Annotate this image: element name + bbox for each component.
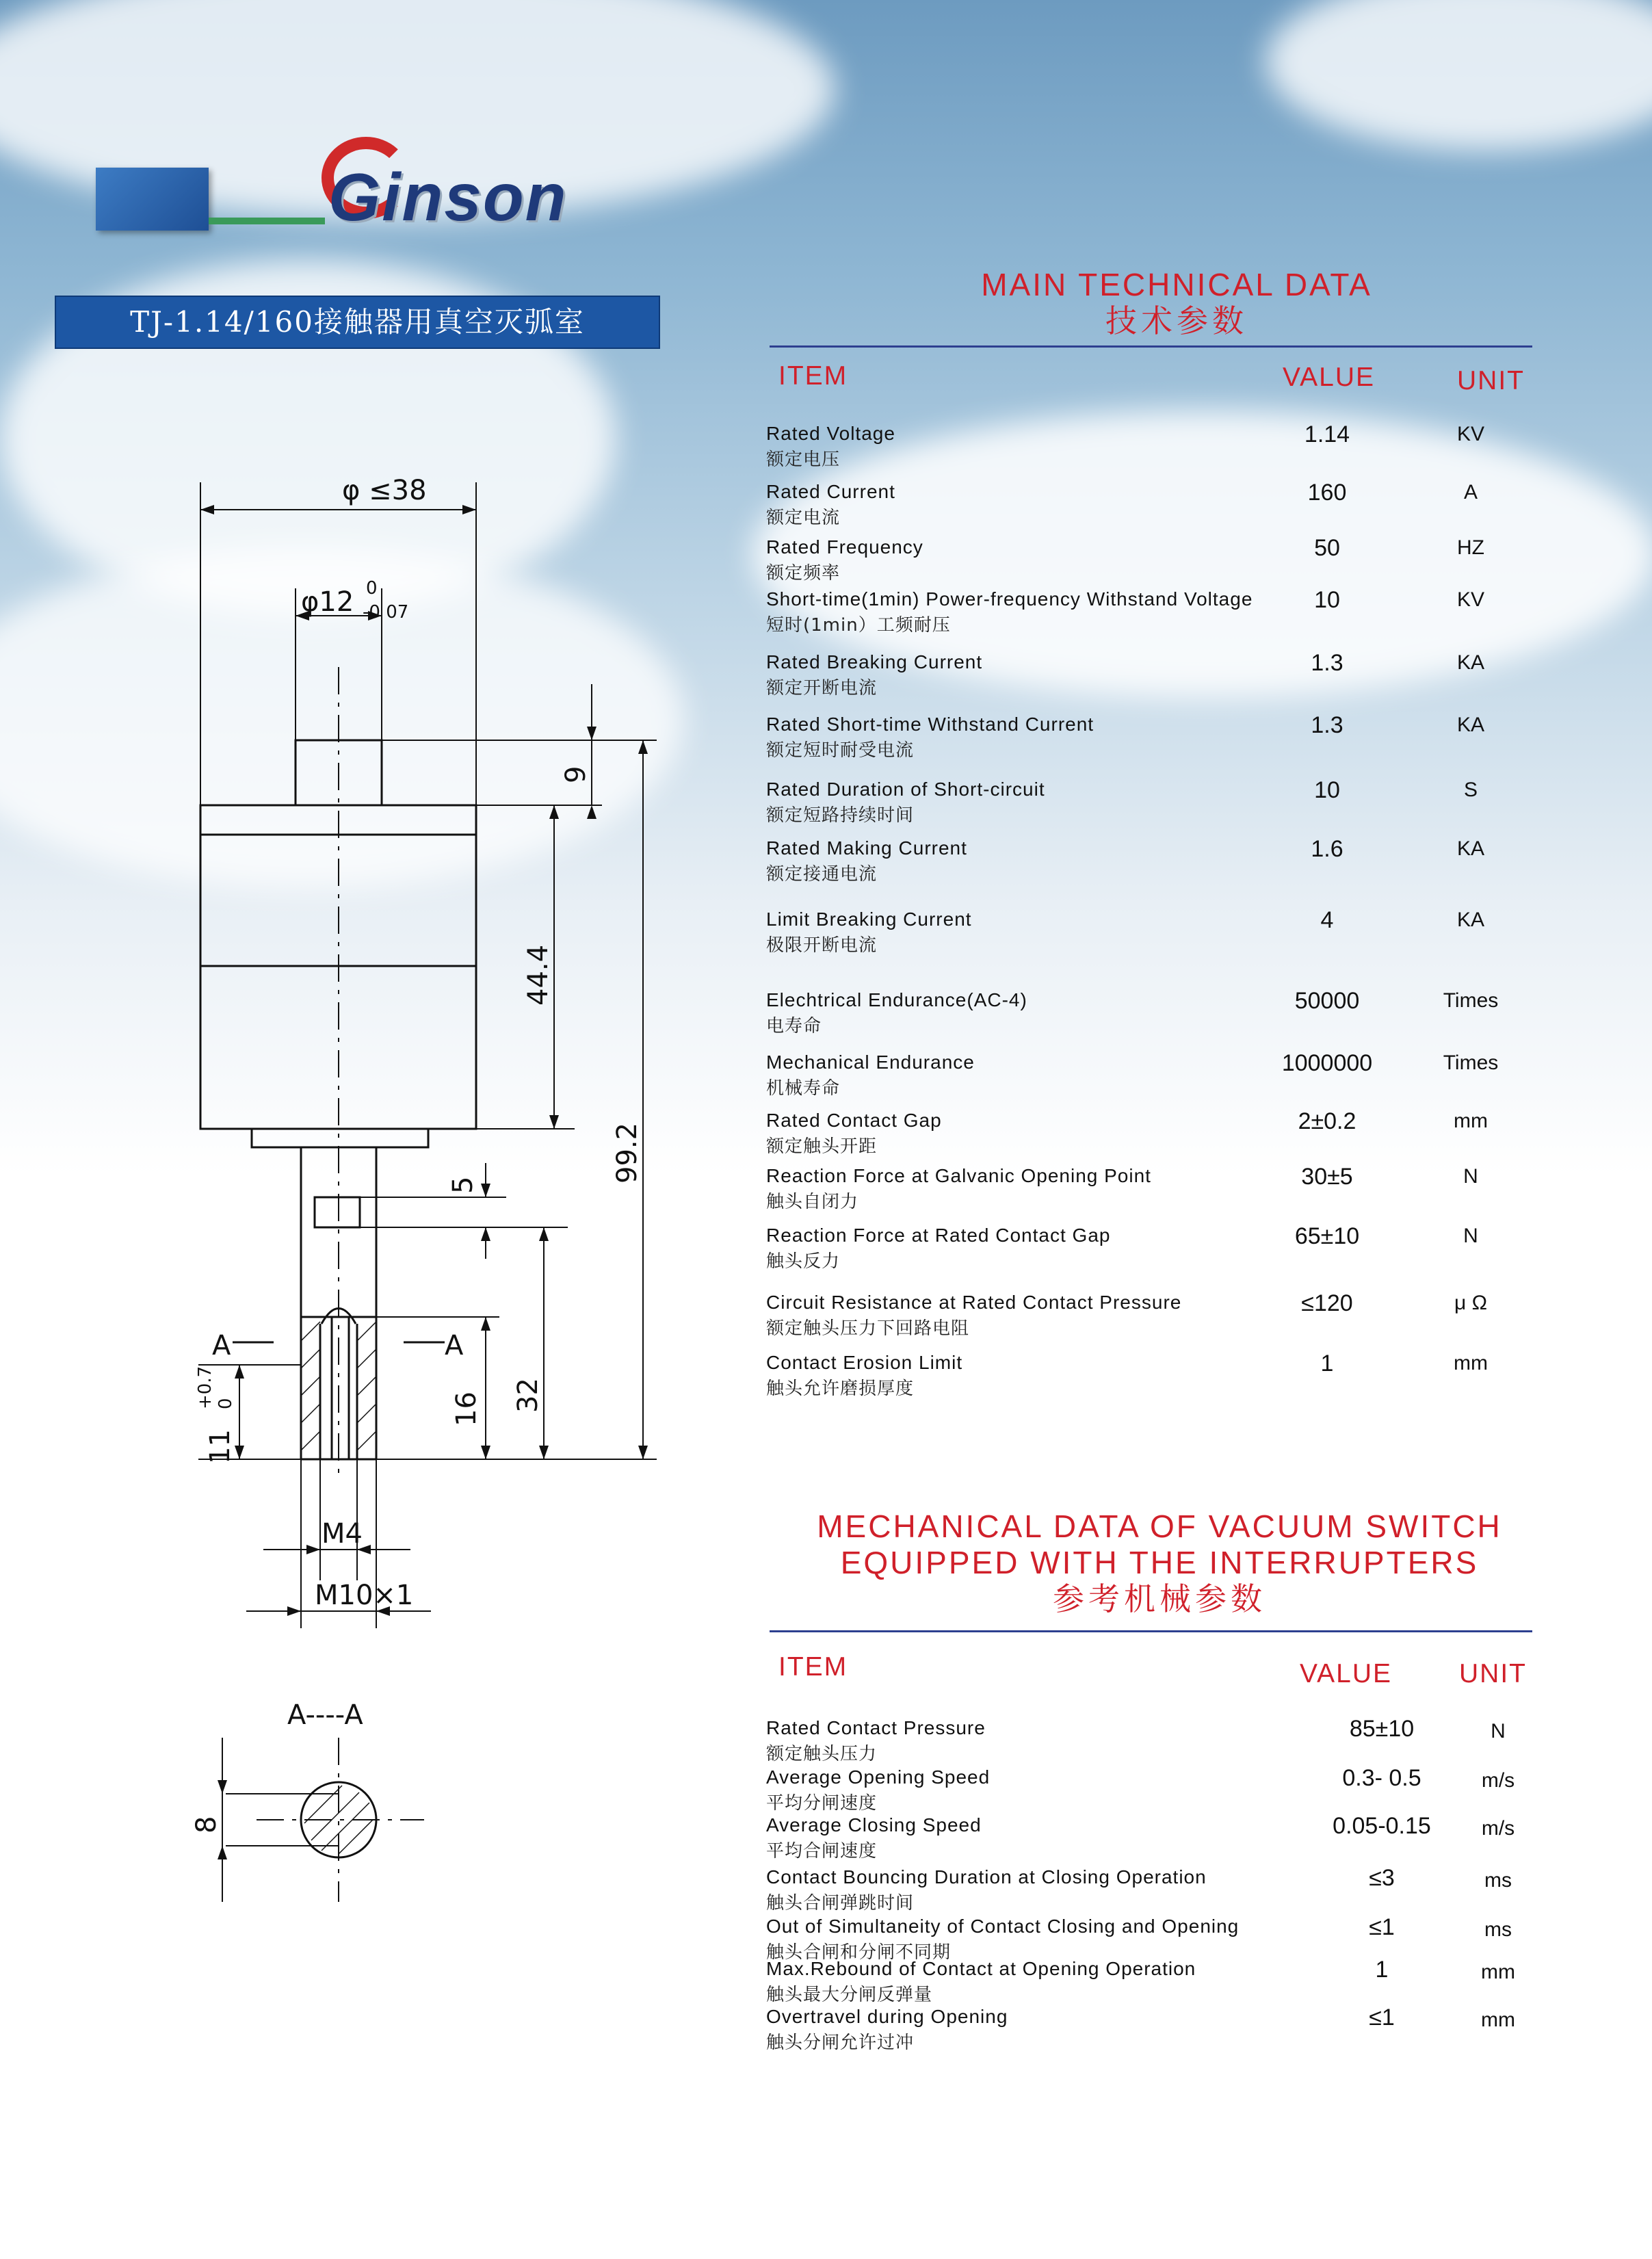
row-unit: ms — [1484, 1918, 1512, 1941]
table2-header-value: VALUE — [1300, 1659, 1392, 1688]
row-label-zh: 机械寿命 — [766, 1078, 841, 1099]
table2-title-en-2: EQUIPPED WITH THE INTERRUPTERS — [840, 1544, 1479, 1580]
row-unit: mm — [1454, 1352, 1488, 1374]
row-label-zh: 额定短时耐受电流 — [766, 740, 915, 761]
row-label-en: Short-time(1min) Power-frequency Withstand Voltage — [766, 588, 1253, 610]
row-value: 10 — [1314, 587, 1340, 613]
row-value: 50 — [1314, 535, 1340, 561]
table1-title-zh: 技术参数 — [1105, 302, 1248, 339]
row-unit: mm — [1481, 1961, 1515, 1983]
row-unit: KA — [1456, 714, 1485, 736]
row-unit: mm — [1454, 1110, 1488, 1132]
table2-rule — [770, 1630, 1532, 1632]
row-value: 30±5 — [1301, 1164, 1353, 1190]
row-value: 1.3 — [1311, 712, 1343, 738]
row-unit: m/s — [1481, 1817, 1515, 1840]
dim-8: 8 — [191, 1816, 222, 1833]
row-label-en: Average Closing Speed — [766, 1814, 982, 1836]
table-row — [766, 2005, 1532, 2053]
row-label-en: Rated Breaking Current — [766, 651, 983, 673]
row-label-zh: 触头自闭力 — [766, 1192, 859, 1212]
dim-outer-diameter: φ ≤38 — [342, 475, 427, 506]
row-unit: ms — [1484, 1869, 1512, 1892]
table-row — [766, 1813, 1532, 1862]
table-row — [766, 1914, 1532, 1963]
dim-11-tol: +0.7 — [195, 1366, 215, 1409]
row-label-en: Rated Voltage — [766, 423, 895, 444]
row-unit: KA — [1456, 651, 1485, 674]
row-label-zh: 触头合闸和分闸不同期 — [766, 1942, 952, 1963]
table2-title-en-1: MECHANICAL DATA OF VACUUM SWITCH — [817, 1509, 1502, 1544]
row-label-en: Reaction Force at Galvanic Opening Point — [766, 1165, 1151, 1186]
table-row — [766, 836, 1532, 885]
table1-header-unit: UNIT — [1457, 366, 1525, 395]
dim-stem-diameter: φ12 — [301, 586, 354, 618]
table-row — [766, 1350, 1532, 1399]
section-mark-left: A — [212, 1330, 231, 1361]
row-unit: S — [1463, 779, 1478, 801]
dim-5: 5 — [447, 1176, 479, 1194]
logo-text: Ginson — [328, 159, 568, 235]
row-label-zh: 触头分闸允许过冲 — [766, 2033, 915, 2053]
table-row — [766, 712, 1532, 761]
row-label-zh: 触头合闸弹跳时间 — [766, 1893, 915, 1914]
row-label-en: Mechanical Endurance — [766, 1052, 975, 1073]
row-label-en: Out of Simultaneity of Contact Closing and Opening — [766, 1916, 1240, 1937]
row-unit: A — [1463, 481, 1478, 504]
row-unit: mm — [1481, 2009, 1515, 2031]
row-label-en: Rated Making Current — [766, 837, 967, 859]
dim-99: 99.2 — [612, 1122, 643, 1184]
row-unit: KA — [1456, 909, 1485, 931]
section-mark-right: A — [445, 1330, 464, 1361]
table1-rule — [770, 345, 1532, 348]
table2-header-unit: UNIT — [1459, 1659, 1527, 1688]
dim-44: 44.4 — [523, 944, 554, 1006]
row-label-zh: 电寿命 — [766, 1016, 822, 1036]
row-unit: N — [1463, 1165, 1478, 1188]
row-value: 1000000 — [1281, 1050, 1373, 1076]
row-label-en: Contact Bouncing Duration at Closing Operation — [766, 1866, 1207, 1888]
model-title: TJ-1.14/160接触器用真空灭弧室 — [55, 296, 660, 349]
row-value: ≤120 — [1301, 1290, 1353, 1316]
table-row — [766, 421, 1532, 470]
row-label-zh: 额定电流 — [766, 508, 841, 528]
row-label-en: Rated Contact Pressure — [766, 1717, 986, 1738]
row-label-en: Elechtrical Endurance(AC-4) — [766, 989, 1027, 1010]
row-value: 1.3 — [1311, 650, 1343, 676]
row-label-zh: 额定开断电流 — [766, 678, 878, 698]
table2-header-item: ITEM — [778, 1652, 848, 1682]
row-unit: N — [1491, 1720, 1506, 1742]
row-label-zh: 额定触头压力 — [766, 1744, 878, 1764]
table-row — [766, 587, 1532, 636]
row-value: 2±0.2 — [1298, 1108, 1356, 1134]
table-row — [766, 535, 1532, 584]
row-value: ≤1 — [1369, 2005, 1395, 2031]
row-label-en: Limit Breaking Current — [766, 909, 972, 930]
row-unit: KV — [1456, 588, 1485, 611]
row-label-zh: 额定触头开距 — [766, 1136, 878, 1157]
drawing-svg — [157, 438, 705, 1943]
dim-stem-tol-upper: 0 — [366, 578, 378, 599]
row-label-en: Rated Frequency — [766, 536, 923, 558]
table1-title — [752, 267, 1601, 339]
row-label-zh: 极限开断电流 — [766, 935, 878, 956]
row-label-en: Overtravel during Opening — [766, 2006, 1008, 2027]
table-row — [766, 1223, 1532, 1272]
row-value: 0.3- 0.5 — [1342, 1765, 1421, 1791]
row-unit: Times — [1443, 1052, 1499, 1074]
logo-line — [209, 218, 325, 224]
table-row — [766, 907, 1532, 956]
row-value: 1.6 — [1311, 836, 1343, 862]
table-row — [766, 1050, 1532, 1099]
row-label-en: Reaction Force at Rated Contact Gap — [766, 1225, 1111, 1246]
table-row — [766, 1108, 1532, 1157]
dim-thread-m4: M4 — [322, 1518, 363, 1550]
dim-32: 32 — [512, 1378, 544, 1413]
dim-11-tol2: 0 — [215, 1398, 236, 1409]
dim-thread-m10: M10×1 — [315, 1580, 414, 1611]
row-unit: KV — [1456, 423, 1485, 445]
row-label-zh: 额定接通电流 — [766, 864, 878, 885]
row-label-zh: 平均合闸速度 — [766, 1841, 878, 1862]
row-label-en: Average Opening Speed — [766, 1766, 991, 1788]
table1-title-en: MAIN TECHNICAL DATA — [981, 267, 1372, 302]
row-label-zh: 触头最大分闸反弹量 — [766, 1985, 933, 2005]
row-value: ≤3 — [1369, 1865, 1395, 1891]
row-value: 1.14 — [1304, 421, 1350, 447]
row-label-en: Rated Duration of Short-circuit — [766, 779, 1045, 800]
row-value: ≤1 — [1369, 1914, 1395, 1940]
row-value: 4 — [1320, 907, 1334, 933]
row-label-en: Rated Short-time Withstand Current — [766, 714, 1094, 735]
row-label-zh: 额定触头压力下回路电阻 — [766, 1318, 970, 1339]
row-label-zh: 额定频率 — [766, 563, 841, 584]
row-label-zh: 额定短路持续时间 — [766, 805, 915, 826]
row-unit: m/s — [1481, 1769, 1515, 1792]
row-label-en: Max.Rebound of Contact at Opening Operation — [766, 1958, 1196, 1979]
dim-11: 11 — [205, 1429, 236, 1464]
table2-title-zh: 参考机械参数 — [1053, 1580, 1266, 1617]
table1-header-item: ITEM — [778, 361, 848, 391]
row-value: 65±10 — [1294, 1223, 1360, 1249]
dim-16: 16 — [451, 1392, 482, 1426]
row-value: 0.05-0.15 — [1333, 1813, 1431, 1839]
table-row — [766, 1716, 1532, 1764]
row-label-en: Rated Contact Gap — [766, 1110, 942, 1131]
row-label-en: Circuit Resistance at Rated Contact Pressure — [766, 1292, 1182, 1313]
row-label-zh: 短时(1min）工频耐压 — [766, 615, 951, 636]
table-row — [766, 480, 1532, 528]
row-label-en: Rated Current — [766, 481, 895, 502]
table1-header-value: VALUE — [1283, 363, 1375, 392]
row-value: 85±10 — [1349, 1716, 1415, 1742]
row-label-en: Contact Erosion Limit — [766, 1352, 963, 1373]
row-unit: μ Ω — [1454, 1292, 1488, 1314]
table-row — [766, 650, 1532, 698]
row-value: 1 — [1320, 1350, 1334, 1376]
dim-9: 9 — [560, 766, 592, 783]
table-row — [766, 1865, 1532, 1914]
table-row — [766, 1164, 1532, 1212]
row-unit: KA — [1456, 837, 1485, 860]
table2-title — [766, 1509, 1553, 1617]
logo-box — [96, 168, 209, 231]
section-view-label: A----A — [287, 1699, 363, 1731]
row-unit: HZ — [1457, 536, 1484, 559]
dim-stem-tol-lower: -0 07 — [363, 602, 409, 623]
table-row — [766, 988, 1532, 1036]
row-value: 160 — [1307, 480, 1347, 506]
row-label-zh: 触头允许磨损厚度 — [766, 1379, 915, 1399]
row-value: 50000 — [1294, 988, 1360, 1014]
row-unit: N — [1463, 1225, 1478, 1247]
table-row — [766, 1765, 1532, 1814]
row-value: 1 — [1375, 1957, 1389, 1983]
row-value: 10 — [1314, 777, 1340, 803]
table-row — [766, 1290, 1532, 1339]
table-row — [766, 1957, 1532, 2005]
row-label-zh: 额定电压 — [766, 449, 841, 470]
row-unit: Times — [1443, 989, 1499, 1012]
row-label-zh: 触头反力 — [766, 1251, 841, 1272]
row-label-zh: 平均分闸速度 — [766, 1793, 878, 1814]
table-row — [766, 777, 1532, 826]
